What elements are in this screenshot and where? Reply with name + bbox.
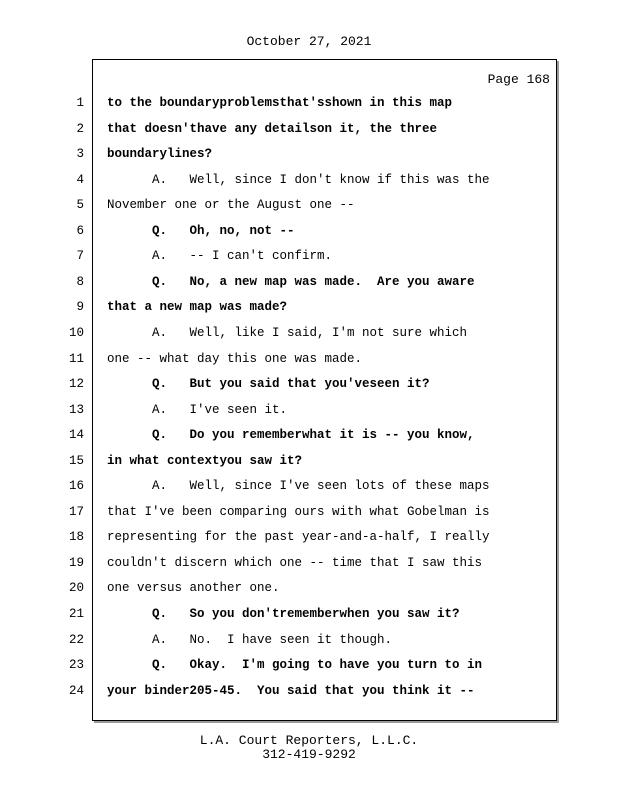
transcript-line: Q. Do you rememberwhat it is -- you know,: [107, 428, 475, 442]
page-number: Page 168: [487, 72, 550, 87]
line-number: 17: [68, 505, 84, 519]
line-number: 15: [68, 454, 84, 468]
line-number: 1: [76, 96, 84, 110]
line-number: 16: [68, 479, 84, 493]
court-reporter-name: L.A. Court Reporters, L.L.C.: [199, 733, 419, 748]
line-number: 5: [76, 198, 84, 212]
transcript-line: A. -- I can't confirm.: [107, 249, 333, 263]
line-number: 10: [68, 326, 84, 340]
transcript-line: your binder205-45. You said that you think it --: [107, 684, 475, 698]
transcript-line: in what contextyou saw it?: [107, 454, 303, 468]
transcript-line: that a new map was made?: [107, 300, 288, 314]
transcript-line: boundarylines?: [107, 147, 213, 161]
court-reporter-phone: 312-419-9292: [262, 747, 356, 762]
transcript-line: November one or the August one --: [107, 198, 355, 212]
line-number: 22: [68, 633, 84, 647]
line-number: 6: [76, 224, 84, 238]
transcript-line: couldn't discern which one -- time that I saw this: [107, 556, 483, 570]
transcript-line: one -- what day this one was made.: [107, 352, 363, 366]
line-number: 3: [76, 147, 84, 161]
transcript-line: A. I've seen it.: [107, 403, 288, 417]
line-number: 8: [76, 275, 84, 289]
line-number: 7: [76, 249, 84, 263]
line-number: 23: [68, 658, 84, 672]
line-number: 24: [68, 684, 84, 698]
line-number: 9: [76, 300, 84, 314]
transcript-line: Q. No, a new map was made. Are you aware: [107, 275, 475, 289]
transcript-line: A. Well, like I said, I'm not sure which: [107, 326, 468, 340]
line-number: 18: [68, 530, 84, 544]
line-number: 4: [76, 173, 84, 187]
transcript-line: A. Well, since I've seen lots of these maps: [107, 479, 490, 493]
line-number: 21: [68, 607, 84, 621]
transcript-line: A. Well, since I don't know if this was the: [107, 173, 490, 187]
transcript-line: that doesn'thave any detailson it, the three: [107, 122, 438, 136]
transcript-line: to the boundaryproblemsthat'sshown in this map: [107, 96, 453, 110]
line-number: 20: [68, 581, 84, 595]
transcript-line: Q. So you don'trememberwhen you saw it?: [107, 607, 460, 621]
transcript-line: Q. Oh, no, not --: [107, 224, 295, 238]
line-number: 2: [76, 122, 84, 136]
line-number: 12: [68, 377, 84, 391]
transcript-line: A. No. I have seen it though.: [107, 633, 393, 647]
transcript-line: that I've been comparing ours with what Gobelman is: [107, 505, 490, 519]
transcript-line: Q. But you said that you'veseen it?: [107, 377, 430, 391]
transcript-line: Q. Okay. I'm going to have you turn to in: [107, 658, 483, 672]
transcript-line: representing for the past year-and-a-half, I really: [107, 530, 490, 544]
line-number: 14: [68, 428, 84, 442]
line-number: 13: [68, 403, 84, 417]
transcript-date: October 27, 2021: [246, 34, 372, 49]
transcript-line: one versus another one.: [107, 581, 280, 595]
line-number: 19: [68, 556, 84, 570]
line-number: 11: [68, 352, 84, 366]
